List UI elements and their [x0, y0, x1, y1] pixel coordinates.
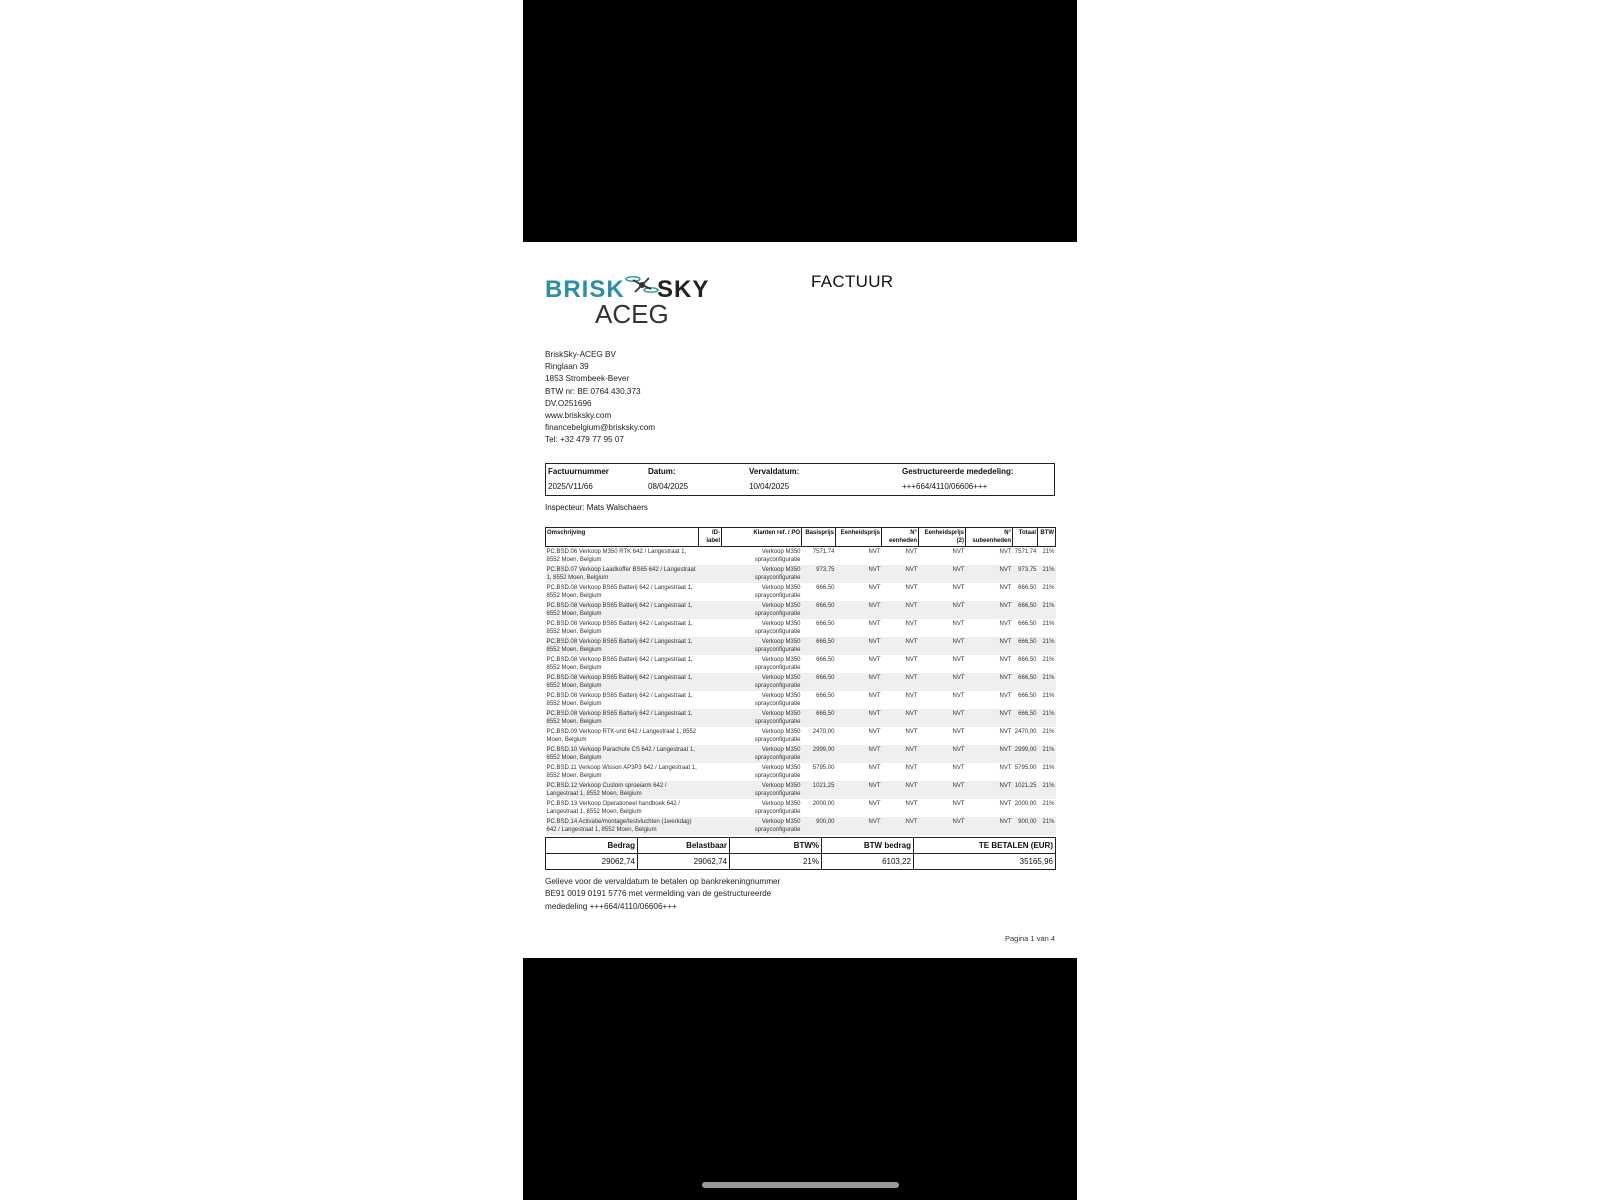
item-base-price: 900,00 — [802, 817, 836, 835]
home-indicator[interactable] — [702, 1182, 899, 1188]
col-header-description: Omschrijving — [546, 528, 699, 547]
company-line: Ringlaan 39 — [545, 362, 589, 372]
structured-ref: +++664/4110/06606+++ — [902, 482, 988, 491]
total-vat-amount: 6103,22 — [822, 854, 914, 870]
totals-header-amount: Bedrag — [546, 838, 638, 854]
table-row — [546, 637, 1056, 655]
payment-instructions — [545, 876, 780, 913]
table-row — [546, 691, 1056, 709]
total-to-pay: 35165,96 — [914, 854, 1056, 870]
item-id — [699, 691, 722, 709]
totals-value-row — [546, 854, 1056, 870]
item-subunits: NVT — [999, 549, 1012, 555]
table-row — [546, 709, 1056, 727]
item-unit-price: NVT — [836, 601, 882, 619]
item-ref: Verkoop M350 sprayconfiguratie — [722, 637, 802, 655]
item-id — [699, 673, 722, 691]
item-id — [699, 655, 722, 673]
payment-line: mededeling +++664/4110/06606+++ — [545, 901, 677, 911]
item-subunits: NVT — [999, 765, 1012, 771]
table-row — [546, 601, 1056, 619]
totals-header-row — [546, 838, 1056, 854]
page-number: Pagina 1 van 4 — [1005, 934, 1056, 943]
item-total: 666,50 — [1018, 621, 1037, 627]
item-base-price: 666,50 — [816, 621, 835, 627]
due-date-label: Vervaldatum: — [749, 467, 800, 476]
item-ref: Verkoop M350 sprayconfiguratie — [754, 765, 801, 779]
table-row — [546, 781, 1056, 799]
item-vat: 21% — [1038, 637, 1056, 655]
item-unit-price: NVT — [836, 817, 882, 835]
item-unit-price-2: NVT — [919, 709, 966, 727]
item-description: PC.BSD.12 Verkoop Custom sproeiarm 642 / Langestraat 1, 8552 Moen, Belgium — [546, 781, 699, 799]
item-unit-price-2: NVT — [919, 673, 966, 691]
item-description: PC.BSD.13 Verkoop Operationeel handboek 642 / Langestraat 1, 8552 Moen, Belgium — [546, 801, 680, 815]
item-id — [699, 709, 722, 727]
item-units: NVT — [882, 673, 919, 691]
table-row — [546, 655, 1056, 673]
item-ref: Verkoop M350 sprayconfiguratie — [722, 673, 802, 691]
item-unit-price-2: NVT — [919, 637, 966, 655]
totals-table — [545, 837, 1056, 870]
due-date: 10/04/2025 — [749, 482, 790, 491]
item-description: PC.BSD.08 Verkoop BS65 Batterij 642 / Langestraat 1, 8552 Moen, Belgium — [546, 693, 693, 707]
col-header-vat: BTW — [1038, 528, 1056, 547]
item-unit-price-2: NVT — [919, 745, 966, 763]
table-row — [546, 619, 1056, 637]
item-subunits: NVT — [966, 637, 1013, 655]
item-vat: 21% — [1042, 585, 1055, 591]
item-subunits: NVT — [966, 565, 1013, 583]
item-subunits: NVT — [999, 657, 1012, 663]
item-base-price: 666,50 — [802, 637, 836, 655]
company-address — [545, 349, 655, 447]
item-vat: 21% — [1038, 817, 1056, 835]
item-units: NVT — [882, 709, 919, 727]
item-units: NVT — [882, 781, 919, 799]
company-line: financebelgium@brisksky.com — [545, 423, 656, 433]
item-ref: Verkoop M350 sprayconfiguratie — [722, 709, 802, 727]
item-id — [699, 565, 722, 583]
logo-text-sky: SKY — [657, 276, 710, 303]
total-vat-rate: 21% — [730, 854, 822, 870]
item-total: 7571,74 — [1014, 549, 1037, 555]
item-ref: Verkoop M350 sprayconfiguratie — [722, 817, 802, 835]
item-unit-price-2: NVT — [952, 657, 965, 663]
item-ref: Verkoop M350 sprayconfiguratie — [722, 601, 802, 619]
invoice-date: 08/04/2025 — [648, 482, 689, 491]
item-unit-price-2: NVT — [919, 781, 966, 799]
item-unit-price: NVT — [836, 673, 882, 691]
item-description: PC.BSD.09 Verkoop RTK-unit 642 / Langestraat 1, 8552 Moen, Belgium — [546, 729, 697, 743]
item-ref: Verkoop M350 sprayconfiguratie — [754, 693, 801, 707]
drone-icon — [625, 272, 659, 298]
company-logo — [545, 272, 720, 328]
item-base-price: 666,50 — [802, 673, 836, 691]
invoice-date-label: Datum: — [648, 467, 676, 476]
company-line: BriskSky-ACEG BV — [545, 350, 616, 359]
item-units: NVT — [905, 765, 918, 771]
totals-header-to-pay: TE BETALEN (EUR) — [914, 838, 1056, 854]
item-description: PC.BSD.08 Verkoop BS65 Batterij 642 / Langestraat 1, 8552 Moen, Belgium — [546, 657, 693, 671]
company-line: DV.O251696 — [545, 398, 592, 408]
item-base-price: 666,50 — [816, 657, 835, 663]
item-unit-price-2: NVT — [952, 585, 965, 591]
item-subunits: NVT — [999, 729, 1012, 735]
item-description: PC.BSD.08 Verkoop BS65 Batterij 642 / Langestraat 1, 8552 Moen, Belgium — [546, 585, 693, 599]
item-total: 666,50 — [1018, 693, 1037, 699]
item-description: PC.BSD.08 Verkoop BS65 Batterij 642 / Langestraat 1, 8552 Moen, Belgium — [546, 637, 699, 655]
item-ref: Verkoop M350 sprayconfiguratie — [722, 565, 802, 583]
item-units: NVT — [905, 729, 918, 735]
item-unit-price: NVT — [868, 621, 881, 627]
table-row — [546, 745, 1056, 763]
item-total: 2470,00 — [1014, 729, 1037, 735]
item-units: NVT — [905, 801, 918, 807]
item-base-price: 2000,00 — [812, 801, 835, 807]
item-total: 666,50 — [1013, 673, 1038, 691]
item-unit-price: NVT — [868, 801, 881, 807]
item-subunits: NVT — [966, 781, 1013, 799]
item-subunits: NVT — [966, 601, 1013, 619]
totals-header-vat-rate: BTW% — [730, 838, 822, 854]
item-unit-price-2: NVT — [952, 549, 965, 555]
payment-line: BE91 0019 0191 5776 met vermelding van de gestructureerde — [545, 889, 772, 899]
item-units: NVT — [882, 745, 919, 763]
payment-line: Gelieve voor de vervaldatum te betalen op bankrekeningnummer — [545, 877, 781, 886]
item-total: 666,50 — [1013, 709, 1038, 727]
item-total: 666,50 — [1013, 637, 1038, 655]
item-base-price: 7571,74 — [812, 549, 835, 555]
item-units: NVT — [905, 621, 918, 627]
inspector-line: Inspecteur: Mats Walschaers — [545, 503, 648, 512]
item-total: 900,00 — [1013, 817, 1038, 835]
item-subunits: NVT — [966, 817, 1013, 835]
col-header-subunits: N° subeenheden — [966, 528, 1013, 547]
item-base-price: 666,50 — [816, 693, 835, 699]
item-ref: Verkoop M350 sprayconfiguratie — [722, 781, 802, 799]
item-id — [699, 619, 722, 637]
item-base-price: 1021,25 — [802, 781, 836, 799]
item-total: 973,75 — [1013, 565, 1038, 583]
item-unit-price-2: NVT — [919, 601, 966, 619]
company-line: www.brisksky.com — [545, 411, 612, 421]
item-base-price: 666,50 — [802, 601, 836, 619]
item-total: 5795,00 — [1014, 765, 1037, 771]
document-title: FACTUUR — [811, 272, 894, 291]
item-unit-price: NVT — [836, 637, 882, 655]
line-items-table — [545, 527, 1056, 835]
item-unit-price: NVT — [836, 709, 882, 727]
item-vat: 21% — [1042, 693, 1055, 699]
item-unit-price: NVT — [868, 729, 881, 735]
item-base-price: 973,75 — [802, 565, 836, 583]
table-row — [546, 763, 1056, 781]
item-units: NVT — [882, 637, 919, 655]
totals-header-taxable: Belastbaar — [638, 838, 730, 854]
item-unit-price: NVT — [868, 585, 881, 591]
item-unit-price: NVT — [868, 693, 881, 699]
logo-text-aceg: ACEG — [595, 299, 669, 329]
item-description: PC.BSD.11 Verkoop Wisson AP3P3 642 / Langestraat 1, 8552 Moen, Belgium — [546, 765, 697, 779]
item-base-price: 666,50 — [802, 709, 836, 727]
item-ref: Verkoop M350 sprayconfiguratie — [754, 657, 801, 671]
item-total: 666,50 — [1013, 601, 1038, 619]
invoice-number: 2025/V11/66 — [548, 482, 593, 491]
item-id — [699, 547, 722, 566]
item-description: PC.BSD.14 Activatie/montage/testvluchten (1werkdag) 642 / Langestraat 1, 8552 Moen, Belgium — [546, 817, 699, 835]
item-description: PC.BSD.08 Verkoop BS65 Batterij 642 / Langestraat 1, 8552 Moen, Belgium — [546, 601, 699, 619]
item-id — [699, 745, 722, 763]
item-vat: 21% — [1042, 549, 1055, 555]
item-vat: 21% — [1042, 765, 1055, 771]
item-subunits: NVT — [999, 621, 1012, 627]
item-total: 666,50 — [1018, 585, 1037, 591]
totals-header-vat-amount: BTW bedrag — [822, 838, 914, 854]
item-unit-price-2: NVT — [919, 817, 966, 835]
table-row — [546, 799, 1056, 817]
letterbox-bottom — [523, 958, 1077, 1200]
company-line: 1853 Strombeek-Bever — [545, 374, 630, 384]
phone-screen — [523, 0, 1077, 1200]
item-subunits: NVT — [999, 693, 1012, 699]
item-id — [699, 727, 722, 745]
item-id — [699, 763, 722, 781]
item-base-price: 2999,00 — [802, 745, 836, 763]
col-header-total: Totaal — [1013, 528, 1038, 547]
item-subunits: NVT — [999, 801, 1012, 807]
letterbox-top — [523, 0, 1077, 242]
col-header-base: Basisprijs — [802, 528, 836, 547]
item-vat: 21% — [1038, 745, 1056, 763]
item-total: 2999,00 — [1013, 745, 1038, 763]
item-unit-price: NVT — [836, 745, 882, 763]
item-unit-price: NVT — [836, 781, 882, 799]
item-ref: Verkoop M350 sprayconfiguratie — [754, 549, 801, 563]
structured-ref-label: Gestructureerde mededeling: — [902, 467, 1014, 476]
item-vat: 21% — [1038, 781, 1056, 799]
item-vat: 21% — [1042, 657, 1055, 663]
table-row — [546, 817, 1056, 835]
item-units: NVT — [905, 657, 918, 663]
item-subunits: NVT — [966, 745, 1013, 763]
total-taxable: 29062,74 — [638, 854, 730, 870]
item-total: 666,50 — [1018, 657, 1037, 663]
item-unit-price: NVT — [868, 549, 881, 555]
table-row — [546, 547, 1056, 566]
item-vat: 21% — [1042, 801, 1055, 807]
table-row — [546, 565, 1056, 583]
item-ref: Verkoop M350 sprayconfiguratie — [754, 801, 801, 815]
item-units: NVT — [882, 601, 919, 619]
item-vat: 21% — [1038, 709, 1056, 727]
item-subunits: NVT — [966, 709, 1013, 727]
item-unit-price: NVT — [868, 765, 881, 771]
table-row — [546, 727, 1056, 745]
item-vat: 21% — [1038, 673, 1056, 691]
item-unit-price-2: NVT — [919, 565, 966, 583]
items-header-row — [546, 528, 1056, 547]
item-vat: 21% — [1042, 621, 1055, 627]
item-vat: 21% — [1038, 601, 1056, 619]
item-base-price: 666,50 — [816, 585, 835, 591]
item-ref: Verkoop M350 sprayconfiguratie — [754, 585, 801, 599]
total-amount: 29062,74 — [546, 854, 638, 870]
item-id — [699, 799, 722, 817]
item-total: 2000,00 — [1014, 801, 1037, 807]
item-unit-price-2: NVT — [952, 621, 965, 627]
company-line: Tel: +32 479 77 95 07 — [545, 435, 624, 445]
table-row — [546, 583, 1056, 601]
item-unit-price: NVT — [868, 657, 881, 663]
col-header-unit: Eenheidsprijs — [836, 528, 882, 547]
invoice-number-label: Factuurnummer — [548, 467, 609, 476]
item-total: 1021,25 — [1013, 781, 1038, 799]
col-header-ref: Klanten ref. / PO — [722, 528, 802, 547]
item-description: PC.BSD.07 Verkoop Laadkoffer BS65 642 / Langestraat 1, 8552 Moen, Belgium — [546, 565, 699, 583]
item-unit-price-2: NVT — [952, 693, 965, 699]
item-ref: Verkoop M350 sprayconfiguratie — [754, 729, 801, 743]
col-header-unit2: Eenheidsprijs (2) — [919, 528, 966, 547]
item-description: PC.BSD.10 Verkoop Parachute CS 642 / Langestraat 1, 8552 Moen, Belgium — [546, 745, 699, 763]
logo-text-brisk: BRISK — [545, 276, 625, 303]
item-unit-price-2: NVT — [952, 729, 965, 735]
item-id — [699, 781, 722, 799]
item-description: PC.BSD.08 Verkoop BS65 Batterij 642 / Langestraat 1, 8552 Moen, Belgium — [546, 673, 699, 691]
items-body — [546, 547, 1056, 836]
item-description: PC.BSD.08 Verkoop BS65 Batterij 642 / Langestraat 1, 8552 Moen, Belgium — [546, 621, 693, 635]
item-unit-price-2: NVT — [952, 765, 965, 771]
table-row — [546, 673, 1056, 691]
item-units: NVT — [905, 585, 918, 591]
item-base-price: 5795,00 — [812, 765, 835, 771]
item-subunits: NVT — [966, 673, 1013, 691]
item-unit-price-2: NVT — [952, 801, 965, 807]
item-base-price: 2470,00 — [812, 729, 835, 735]
item-id — [699, 583, 722, 601]
col-header-id: ID-label — [699, 528, 722, 547]
item-id — [699, 637, 722, 655]
item-id — [699, 817, 722, 835]
item-id — [699, 601, 722, 619]
company-line: BTW nr: BE 0764.430.373 — [545, 386, 641, 396]
item-vat: 21% — [1042, 729, 1055, 735]
col-header-units: N° eenheden — [882, 528, 919, 547]
item-units: NVT — [905, 693, 918, 699]
item-subunits: NVT — [999, 585, 1012, 591]
item-vat: 21% — [1038, 565, 1056, 583]
item-unit-price: NVT — [836, 565, 882, 583]
invoice-info-box — [545, 463, 1055, 496]
invoice-document — [523, 242, 1077, 958]
item-units: NVT — [882, 817, 919, 835]
item-description: PC.BSD.06 Verkoop M350 RTK 642 / Langestraat 1, 8552 Moen, Belgium — [546, 549, 687, 563]
item-ref: Verkoop M350 sprayconfiguratie — [754, 621, 801, 635]
item-description: PC.BSD.08 Verkoop BS65 Batterij 642 / Langestraat 1, 8552 Moen, Belgium — [546, 709, 699, 727]
item-units: NVT — [882, 565, 919, 583]
item-units: NVT — [905, 549, 918, 555]
item-ref: Verkoop M350 sprayconfiguratie — [722, 745, 802, 763]
